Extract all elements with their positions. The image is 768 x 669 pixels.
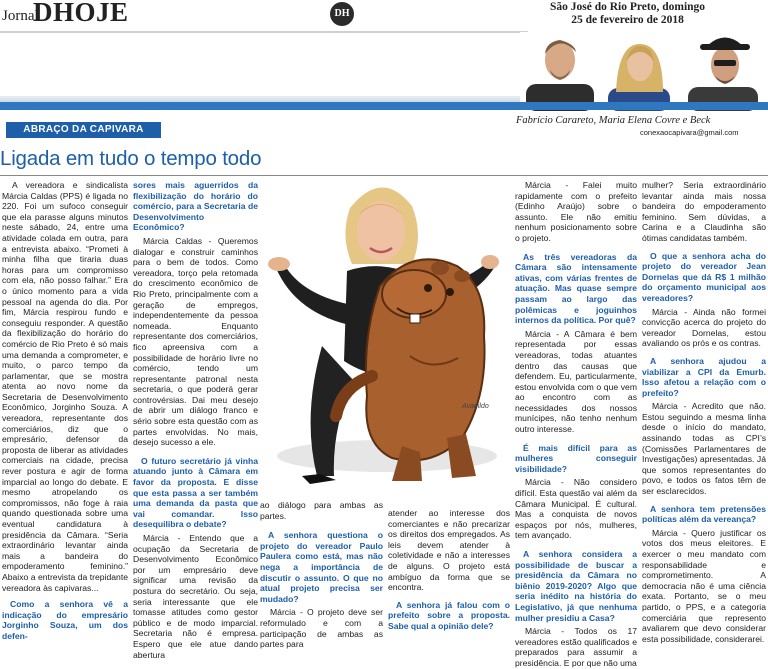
answer: Márcia Caldas - Queremos dialogar e construir caminhos para o bem de todos. Como vereadora, torço pela retomada do crescimento econômico de Rio Preto, principalmente com a geração de empregos, independentemente da pessoa nomeada. Enquanto representante dos comerciários, fico apreensiva com a possibilidade de horário livre no comércio, tendo um representante patronal nesta secretaria, o que poderá gerar controvérsias. Dai meu desejo de abrir um diálogo franco e sério sobre esta questão com as partes envolvidas. No mais, desejo sucesso a ele. xyxy=(133,235,258,448)
question: A senhora ajudou a viabilizar a CPI da Emurb. Isso afetou a relação com o prefeito? xyxy=(642,355,766,398)
brand-jornal: Jornal xyxy=(2,8,39,24)
answer: Márcia - Ainda não formei convicção acerca do projeto do vereador Dornelas, estou avaliando os prós e os contras. xyxy=(642,306,766,349)
headline: Ligada em tudo o tempo todo xyxy=(0,147,262,170)
authors-byline: Fabrício Carareto, Maria Elena Covre e Beck xyxy=(516,115,711,126)
answer: Márcia - Não considero difícil. Esta questão vai além da Câmara Municipal. É cultural. Mas a conquista de novos espaços por nós, mulheres, tem avançado. xyxy=(515,477,637,541)
seal-logo: DH xyxy=(330,2,354,26)
answer-continued: atender ao interesse dos comerciantes e não precarizar os direitos dos empregados. As leis devem atender à coletividade e não a interesses de alguns. O projeto está ambíguo da forma que se encontra. xyxy=(388,508,510,593)
column-2-continued xyxy=(260,500,383,650)
question: A senhora já falou com o prefeito sobre a proposta. Sabe qual a opinião dele? xyxy=(388,599,510,631)
capybara-caricature xyxy=(262,176,507,501)
city-line: São José do Rio Preto, domingo xyxy=(550,1,706,13)
question: É mais difícil para as mulheres conseguir visibilidade? xyxy=(515,442,637,474)
column-3 xyxy=(388,508,510,632)
column-5 xyxy=(642,180,766,644)
question: A senhora tem pretensões políticas além da vereança? xyxy=(642,503,766,525)
question: O futuro secretário já vinha atuando junto à Câmara em favor da proposta. E disse que esta passa a ser também uma demanda da pasta que vai comandar. Isso desequilibra o debate? xyxy=(133,455,258,530)
dateline xyxy=(550,1,705,27)
answer-end: ao diálogo para ambas as partes. xyxy=(260,500,383,521)
columnist-portraits xyxy=(520,32,768,111)
answer: Márcia - Entendo que a ocupação da Secretaria de Desenvolvimento Econômico por um empresário deve significar uma revisão da postura do secretário. Ou seja, seria interessante que ele tomasse atitudes como gestor público e de modo imparcial. Secretaria não é empresa. Espero que ele atue dando abertura xyxy=(133,533,258,660)
intro-paragraph: A vereadora e sindicalista Márcia Caldas (PPS) é ligada no 220. Foi um sufoco conseguir que ela parasse alguns minutos neste sábado, 24, entre uma atividade colada em outra, para a entrevista abaixo. “Prometi à minha filha que tiraria duas horas para um compromisso com ela, não posso falhar.” Era o único momento para a vida pessoal na agenda do dia. Por fim, Márcia respirou fundo e conseguiu responder. A questão da flexibilização do horário do comércio de Rio Preto é só mais uma demanda a comprometer, e muito, o parco tempo da parlamentar, que se mostra atenta ao novo nome da Secretaria de Desenvolvimento Econômico, Jorginho Souza. A vereadora, representante dos comerciários, diz que o empresário, defensor da proposta de liberar as atividades comerciais na cidade, precisa rever postura e agir de forma imparcial ao longo do debate. E mesmo atropelando os compromissos, não foge à raia quando questionada sobre uma eventual candidatura à presidência da Câmara. “Seria extraordinário levantar ainda mais a bandeira do empoderamento feminino.” Abaixo a entrevista da trepidante vereadora às capivaras... xyxy=(2,180,128,593)
question: A senhora considera a possibilidade de buscar a presidência da Câmara no biênio 2019-2020? Algo que seria inédito na história do Legislativo, já que nenhuma mulher presidiu a Casa? xyxy=(515,549,637,623)
question: O que a senhora acha do projeto do vereador Jean Dornelas que dá R$ 1 milhão do orçamento municipal aos vereadores? xyxy=(642,250,766,303)
answer: Márcia - Todos os 17 vereadores estão qualificados e preparados para assumir a presidência. E por que não uma xyxy=(515,626,637,668)
answer: Márcia - A Câmara é bem representada por essas vereadoras, todas atuantes dentro das causas que defendem. Eu, particularmente, estou envolvida com o que vem ao encontro com as necessidades dos nossos munícipes, não tenho nenhum outro interesse. xyxy=(515,328,637,435)
answer: Márcia - Falei muito rapidamente com o prefeito (Edinho Araújo) sobre o assunto. Ele não emitiu nenhum posicionamento sobre o projeto. xyxy=(515,180,637,243)
answer: Márcia - Quero justificar os votos dos meus eleitores. E exercer o meu mandato com responsabilidade e comprometimento. A democracia não é uma ciência exata. Portanto, se o meu partido, o PPS, e a categoria comerciária que represento avaliarem que devo considerar esta possibilidade, considerarei. xyxy=(642,527,766,644)
top-divider xyxy=(0,31,528,33)
question: sores mais aguerridos da flexibilização do horário do comércio, para a Secretaria de Desenvolvimento Econômico? xyxy=(133,180,258,233)
question: A senhora questiona o projeto do vereador Paulo Paulera como está, mas não nega a importância de discutir o assunto. O que no atual projeto precisa ser mudado? xyxy=(260,530,383,604)
question: Como a senhora vê a indicação do empresário Jorginho Souza, um dos defen- xyxy=(2,599,128,641)
section-label: ABRAÇO DA CAPIVARA xyxy=(6,122,161,138)
date-line: 25 de fevereiro de 2018 xyxy=(571,14,684,26)
column-4 xyxy=(515,180,637,669)
answer: Márcia - O projeto deve ser reformulado e com a participação de ambas as partes para xyxy=(260,607,383,650)
illustrator-signature: Avanildo xyxy=(462,403,489,410)
blue-band xyxy=(0,102,768,110)
column-1 xyxy=(2,180,128,642)
answer: Márcia - Acredito que não. Estou seguindo a mesma linha desde o início do mandato, assinando todas as CPI’s (Comissões Parlamentares de Investigações) apresentadas. Já que somos representantes do povo, e todos os fatos têm de ser esclarecidos. xyxy=(642,401,766,497)
column-2 xyxy=(133,180,258,660)
question: As três vereadoras da Câmara são intensamente ativas, com várias frentes de atuação. Mas quase sempre passam ao largo das polêmicas e joguinhos internos da política. Por quê? xyxy=(515,251,637,326)
brand-logo: DHOJE xyxy=(33,0,129,27)
contact-email[interactable]: conexaocapivara@gmail.com xyxy=(640,128,739,137)
masthead xyxy=(0,0,768,110)
answer-continued: mulher? Seria extraordinário levantar ainda mais nossa bandeira do empoderamento feminino. Sem dúvidas, a Carina e a Claudinha são ótimas candidatas também. xyxy=(642,180,766,243)
